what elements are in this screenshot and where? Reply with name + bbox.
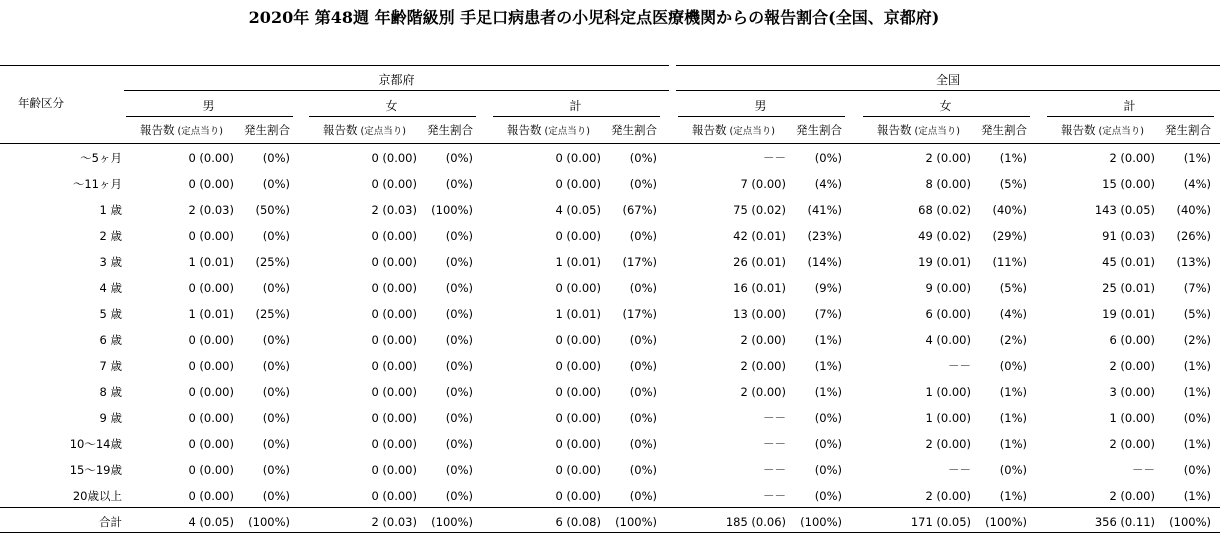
column-header-ratio: 発生割合 (244, 123, 290, 137)
cell-report: 2 (0.00) (925, 437, 971, 451)
cell-report: 0 (0.00) (188, 411, 234, 425)
group-header-national: 全国 (935, 73, 960, 87)
cell-ratio: (0%) (445, 333, 473, 347)
cell-ratio: (4%) (814, 177, 842, 191)
cell-ratio: (2%) (1183, 333, 1211, 347)
cell-report: 0 (0.00) (371, 463, 417, 477)
cell-ratio: (7%) (1183, 281, 1211, 295)
cell-ratio: (50%) (255, 203, 290, 217)
rule-total (0, 507, 1220, 508)
cell-report: 0 (0.00) (555, 229, 601, 243)
row-label: 6 歳 (99, 333, 122, 347)
column-header-report (1061, 123, 1144, 139)
cell-ratio: (100%) (985, 515, 1027, 529)
cell-ratio: (4%) (999, 307, 1027, 321)
row-label: 合計 (99, 515, 122, 529)
cell-report: 0 (0.00) (555, 177, 601, 191)
cell-report: 0 (0.00) (371, 333, 417, 347)
cell-report: 0 (0.00) (371, 281, 417, 295)
cell-report: 0 (0.00) (371, 255, 417, 269)
rule-sex-4 (863, 116, 1030, 117)
cell-report: 356 (0.11) (1094, 515, 1155, 529)
cell-report: 0 (0.00) (371, 151, 417, 165)
cell-report: 0 (0.00) (555, 333, 601, 347)
cell-report: 2 (0.00) (1109, 489, 1155, 503)
cell-ratio: (1%) (1183, 359, 1211, 373)
cell-ratio: (100%) (615, 515, 657, 529)
sex-header: 計 (569, 99, 582, 113)
cell-ratio: (0%) (262, 411, 290, 425)
cell-ratio: (17%) (622, 307, 657, 321)
cell-ratio: (2%) (999, 333, 1027, 347)
cell-report: 0 (0.00) (188, 281, 234, 295)
cell-ratio: (0%) (629, 437, 657, 451)
cell-report: 25 (0.01) (1102, 281, 1155, 295)
sex-header: 男 (202, 99, 215, 113)
cell-ratio: (0%) (629, 463, 657, 477)
cell-ratio: (17%) (622, 255, 657, 269)
cell-ratio: (0%) (445, 359, 473, 373)
cell-report: 2 (0.03) (371, 515, 417, 529)
cell-ratio: (0%) (262, 333, 290, 347)
cell-ratio: (14%) (807, 255, 842, 269)
cell-ratio: (0%) (262, 177, 290, 191)
cell-ratio: (1%) (999, 437, 1027, 451)
rule-sex-3 (678, 116, 845, 117)
column-header-report-label: 報告数 (877, 123, 912, 137)
cell-ratio: (100%) (248, 515, 290, 529)
cell-report: 0 (0.00) (371, 177, 417, 191)
cell-ratio: (0%) (445, 151, 473, 165)
row-label: 10～14歳 (69, 437, 122, 451)
column-header-report (140, 123, 223, 139)
row-label: 2 歳 (99, 229, 122, 243)
cell-ratio: (40%) (992, 203, 1027, 217)
cell-report: －－ (763, 437, 786, 451)
sex-header: 計 (1123, 99, 1136, 113)
cell-report: 0 (0.00) (371, 307, 417, 321)
cell-ratio: (0%) (814, 437, 842, 451)
row-label: 1 歳 (99, 203, 122, 217)
cell-ratio: (1%) (1183, 437, 1211, 451)
cell-ratio: (0%) (629, 177, 657, 191)
cell-ratio: (100%) (431, 515, 473, 529)
cell-ratio: (0%) (629, 333, 657, 347)
cell-ratio: (0%) (262, 229, 290, 243)
cell-ratio: (26%) (1176, 229, 1211, 243)
cell-ratio: (0%) (629, 489, 657, 503)
column-header-report-sub: (定点当り) (541, 126, 590, 137)
cell-report: 2 (0.00) (1109, 151, 1155, 165)
column-header-ratio: 発生割合 (796, 123, 842, 137)
cell-ratio: (0%) (262, 151, 290, 165)
cell-report: 13 (0.00) (733, 307, 786, 321)
cell-report: 0 (0.00) (555, 463, 601, 477)
cell-ratio: (0%) (262, 437, 290, 451)
cell-report: 1 (0.00) (925, 411, 971, 425)
cell-ratio: (0%) (445, 255, 473, 269)
cell-report: 0 (0.00) (188, 177, 234, 191)
cell-ratio: (0%) (262, 385, 290, 399)
cell-report: －－ (763, 151, 786, 165)
column-header-report-label: 報告数 (323, 123, 358, 137)
cell-report: 1 (0.01) (188, 307, 234, 321)
cell-ratio: (5%) (999, 177, 1027, 191)
rule-sex-1 (309, 116, 476, 117)
cell-report: 6 (0.00) (1109, 333, 1155, 347)
cell-report: 0 (0.00) (188, 359, 234, 373)
cell-ratio: (40%) (1176, 203, 1211, 217)
column-header-ratio: 発生割合 (981, 123, 1027, 137)
sex-header: 女 (939, 99, 952, 113)
cell-ratio: (0%) (999, 463, 1027, 477)
cell-ratio: (0%) (629, 385, 657, 399)
column-header-report (877, 123, 960, 139)
cell-report: 0 (0.00) (371, 385, 417, 399)
cell-ratio: (100%) (800, 515, 842, 529)
rule-top-kyoto (0, 65, 669, 66)
cell-report: 2 (0.03) (188, 203, 234, 217)
cell-report: 75 (0.02) (733, 203, 786, 217)
cell-ratio: (11%) (992, 255, 1027, 269)
cell-report: 4 (0.05) (555, 203, 601, 217)
cell-ratio: (0%) (1183, 463, 1211, 477)
cell-report: 2 (0.00) (740, 385, 786, 399)
cell-report: －－ (948, 359, 971, 373)
row-label: 8 歳 (99, 385, 122, 399)
cell-report: 0 (0.00) (188, 385, 234, 399)
cell-ratio: (1%) (1183, 151, 1211, 165)
cell-report: 1 (0.01) (188, 255, 234, 269)
cell-report: 1 (0.00) (925, 385, 971, 399)
cell-report: 0 (0.00) (555, 437, 601, 451)
cell-ratio: (9%) (814, 281, 842, 295)
row-label: 9 歳 (99, 411, 122, 425)
cell-report: 0 (0.00) (371, 489, 417, 503)
row-label: ～5ヶ月 (80, 151, 122, 165)
cell-ratio: (0%) (445, 229, 473, 243)
cell-report: 185 (0.06) (725, 515, 786, 529)
cell-ratio: (0%) (445, 385, 473, 399)
cell-ratio: (100%) (431, 203, 473, 217)
cell-report: 0 (0.00) (371, 359, 417, 373)
cell-report: 0 (0.00) (555, 385, 601, 399)
cell-report: 0 (0.00) (555, 151, 601, 165)
cell-report: 0 (0.00) (188, 463, 234, 477)
cell-report: 19 (0.01) (918, 255, 971, 269)
cell-ratio: (100%) (1169, 515, 1211, 529)
cell-report: 1 (0.00) (1109, 411, 1155, 425)
row-label: 15～19歳 (69, 463, 122, 477)
sex-header: 女 (385, 99, 398, 113)
row-label: 4 歳 (99, 281, 122, 295)
cell-report: 8 (0.00) (925, 177, 971, 191)
cell-ratio: (67%) (622, 203, 657, 217)
row-label: ～11ヶ月 (72, 177, 122, 191)
cell-report: －－ (763, 463, 786, 477)
column-header-report-label: 報告数 (692, 123, 727, 137)
cell-report: 4 (0.00) (925, 333, 971, 347)
column-header-report-label: 報告数 (507, 123, 542, 137)
column-header-report-label: 報告数 (1061, 123, 1096, 137)
cell-ratio: (23%) (807, 229, 842, 243)
cell-ratio: (0%) (629, 229, 657, 243)
column-header-report (692, 123, 775, 139)
row-label: 5 歳 (99, 307, 122, 321)
column-header-ratio: 発生割合 (1165, 123, 1211, 137)
column-header-report-sub: (定点当り) (357, 126, 406, 137)
cell-report: 1 (0.01) (555, 255, 601, 269)
rule-group-national (676, 90, 1220, 91)
cell-report: 4 (0.05) (188, 515, 234, 529)
cell-ratio: (25%) (255, 255, 290, 269)
cell-report: 2 (0.00) (925, 151, 971, 165)
column-header-report-sub: (定点当り) (1095, 126, 1144, 137)
cell-report: 0 (0.00) (371, 411, 417, 425)
cell-report: 2 (0.00) (740, 359, 786, 373)
cell-report: 0 (0.00) (555, 359, 601, 373)
cell-report: －－ (948, 463, 971, 477)
cell-report: 171 (0.05) (910, 515, 971, 529)
cell-ratio: (5%) (1183, 307, 1211, 321)
cell-report: 0 (0.00) (371, 437, 417, 451)
column-header-report-sub: (定点当り) (174, 126, 223, 137)
cell-report: 15 (0.00) (1102, 177, 1155, 191)
rule-bottom (0, 532, 1220, 533)
column-header-ratio: 発生割合 (611, 123, 657, 137)
cell-report: 7 (0.00) (740, 177, 786, 191)
cell-report: 3 (0.00) (1109, 385, 1155, 399)
cell-ratio: (0%) (629, 281, 657, 295)
rule-sex-2 (493, 116, 660, 117)
cell-ratio: (1%) (999, 411, 1027, 425)
cell-report: 2 (0.00) (740, 333, 786, 347)
cell-report: 1 (0.01) (555, 307, 601, 321)
cell-report: 0 (0.00) (188, 333, 234, 347)
cell-ratio: (0%) (1183, 411, 1211, 425)
column-header-ratio: 発生割合 (427, 123, 473, 137)
cell-ratio: (41%) (807, 203, 842, 217)
cell-ratio: (0%) (814, 489, 842, 503)
cell-ratio: (0%) (445, 463, 473, 477)
cell-report: 6 (0.08) (555, 515, 601, 529)
cell-report: 26 (0.01) (733, 255, 786, 269)
cell-ratio: (0%) (262, 489, 290, 503)
cell-ratio: (0%) (445, 281, 473, 295)
cell-ratio: (29%) (992, 229, 1027, 243)
cell-ratio: (0%) (814, 411, 842, 425)
cell-ratio: (4%) (1183, 177, 1211, 191)
cell-ratio: (0%) (445, 177, 473, 191)
page-title: 2020年 第48週 年齢階級別 手足口病患者の小児科定点医療機関からの報告割合(全国、京都府) (248, 8, 940, 27)
column-header-report-label: 報告数 (140, 123, 175, 137)
cell-report: 0 (0.00) (188, 489, 234, 503)
column-header-report (323, 123, 406, 139)
cell-report: －－ (763, 489, 786, 503)
rule-top-national (676, 65, 1220, 66)
sex-header: 男 (754, 99, 767, 113)
group-header-kyoto: 京都府 (378, 73, 415, 87)
rule-group-kyoto (124, 90, 669, 91)
cell-report: 143 (0.05) (1094, 203, 1155, 217)
cell-report: 16 (0.01) (733, 281, 786, 295)
rule-header-bottom (0, 143, 1220, 144)
row-label: 20歳以上 (72, 489, 122, 503)
cell-report: 0 (0.00) (188, 151, 234, 165)
column-header-report-sub: (定点当り) (726, 126, 775, 137)
cell-ratio: (1%) (814, 359, 842, 373)
cell-ratio: (0%) (629, 151, 657, 165)
cell-report: 2 (0.00) (1109, 437, 1155, 451)
cell-ratio: (1%) (999, 151, 1027, 165)
cell-report: 42 (0.01) (733, 229, 786, 243)
cell-ratio: (5%) (999, 281, 1027, 295)
cell-report: 0 (0.00) (555, 411, 601, 425)
cell-ratio: (0%) (999, 359, 1027, 373)
cell-ratio: (0%) (445, 437, 473, 451)
cell-ratio: (0%) (629, 359, 657, 373)
cell-report: 2 (0.03) (371, 203, 417, 217)
cell-report: 0 (0.00) (188, 437, 234, 451)
cell-ratio: (0%) (814, 151, 842, 165)
column-header-report-sub: (定点当り) (911, 126, 960, 137)
cell-report: 0 (0.00) (555, 281, 601, 295)
cell-report: 9 (0.00) (925, 281, 971, 295)
cell-report: 19 (0.01) (1102, 307, 1155, 321)
cell-report: －－ (1132, 463, 1155, 477)
cell-report: 45 (0.01) (1102, 255, 1155, 269)
cell-report: 68 (0.02) (918, 203, 971, 217)
cell-ratio: (1%) (999, 385, 1027, 399)
cell-ratio: (1%) (814, 333, 842, 347)
cell-report: 0 (0.00) (371, 229, 417, 243)
cell-ratio: (0%) (262, 463, 290, 477)
rule-sex-0 (126, 116, 293, 117)
cell-ratio: (1%) (814, 385, 842, 399)
cell-ratio: (0%) (814, 463, 842, 477)
rule-sex-5 (1047, 116, 1214, 117)
cell-ratio: (0%) (262, 359, 290, 373)
cell-report: 0 (0.00) (188, 229, 234, 243)
cell-ratio: (1%) (1183, 489, 1211, 503)
cell-ratio: (0%) (445, 411, 473, 425)
cell-report: 2 (0.00) (925, 489, 971, 503)
row-header-label: 年齢区分 (18, 96, 64, 110)
cell-report: 0 (0.00) (555, 489, 601, 503)
column-header-report (507, 123, 590, 139)
cell-ratio: (0%) (629, 411, 657, 425)
cell-ratio: (0%) (445, 489, 473, 503)
cell-ratio: (0%) (262, 281, 290, 295)
cell-report: 91 (0.03) (1102, 229, 1155, 243)
cell-ratio: (1%) (1183, 385, 1211, 399)
cell-ratio: (0%) (445, 307, 473, 321)
cell-ratio: (25%) (255, 307, 290, 321)
cell-ratio: (7%) (814, 307, 842, 321)
cell-report: －－ (763, 411, 786, 425)
cell-ratio: (13%) (1176, 255, 1211, 269)
cell-report: 2 (0.00) (1109, 359, 1155, 373)
cell-report: 6 (0.00) (925, 307, 971, 321)
row-label: 7 歳 (99, 359, 122, 373)
cell-report: 49 (0.02) (918, 229, 971, 243)
cell-ratio: (1%) (999, 489, 1027, 503)
row-label: 3 歳 (99, 255, 122, 269)
